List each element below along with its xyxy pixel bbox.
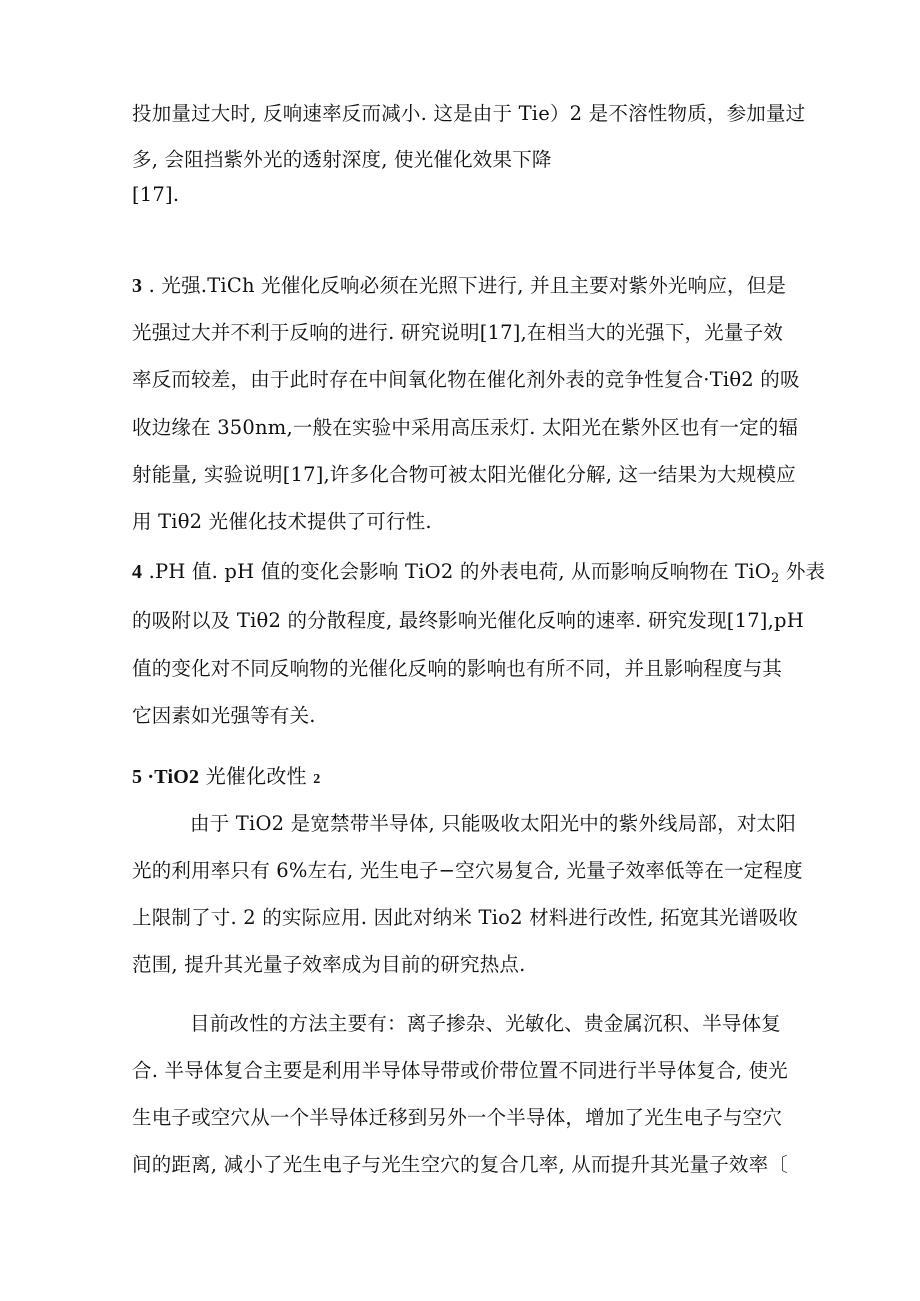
para6-line4: 间的距离, 减小了光生电子与光生空穴的复合几率, 从而提升其光量子效率〔 bbox=[132, 1153, 788, 1176]
item3-line3: 率反而较差，由于此时存在中间氧化物在催化剂外表的竞争性复合·Tiθ2 的吸 bbox=[132, 368, 800, 391]
para5-line2: 光的利用率只有 6%左右, 光生电子−空穴易复合, 光量子效率低等在一定程度 bbox=[132, 859, 803, 882]
heading5-label: 5 ·TiO2 bbox=[132, 766, 200, 788]
heading5-text: 光催化改性 bbox=[199, 764, 314, 788]
para5-line3: 上限制了寸. 2 的实际应用. 因此对纳米 Tio2 材料进行改性, 拓宽其光谱吸收 bbox=[132, 906, 798, 929]
section-heading-5 bbox=[132, 764, 321, 792]
item3-line6: 用 Tiθ2 光催化技术提供了可行性. bbox=[132, 510, 432, 533]
item4-line1-text-a: .PH 值. pH 值的变化会影响 TiO2 的外表电荷, 从而影响反响物在 TiO bbox=[142, 560, 771, 583]
para5-line4: 范围, 提升其光量子效率成为目前的研究热点. bbox=[132, 953, 526, 976]
para1-line2: 多, 会阻挡紫外光的透射深度, 使光催化效果下降 bbox=[132, 148, 552, 171]
item3-line5: 射能量, 实验说明[17],许多化合物可被太阳光催化分解, 这一结果为大规模应 bbox=[132, 463, 796, 486]
item3-line2: 光强过大并不利于反响的进行. 研究说明[17],在相当大的光强下，光量子效 bbox=[132, 321, 784, 344]
para5-line1: 由于 TiO2 是宽禁带半导体, 只能吸收太阳光中的紫外线局部，对太阳 bbox=[190, 812, 796, 835]
item4-line4: 它因素如光强等有关. bbox=[132, 704, 316, 727]
para1-line3: [17]. bbox=[132, 183, 180, 206]
item4-number: 4 bbox=[132, 561, 143, 583]
item3-line4: 收边缘在 350nm,一般在实验中采用高压汞灯. 太阳光在紫外区也有一定的辐 bbox=[132, 416, 799, 439]
item4-line1-subscript: 2 bbox=[770, 571, 780, 586]
item4-line1 bbox=[132, 560, 825, 591]
item3-number: 3 bbox=[132, 275, 143, 297]
heading5-suffix: 2 bbox=[313, 772, 321, 787]
para6-line1: 目前改性的方法主要有：离子掺杂、光敏化、贵金属沉积、半导体复 bbox=[190, 1012, 782, 1035]
item3-line1 bbox=[132, 274, 786, 298]
item4-line1-text-b: 外表 bbox=[779, 560, 826, 583]
item4-line3: 值的变化对不同反响物的光催化反响的影响也有所不同，并且影响程度与其 bbox=[132, 657, 783, 680]
item4-line2: 的吸附以及 Tiθ2 的分散程度, 最终影响光催化反响的速率. 研究发现[17],pH bbox=[132, 609, 804, 632]
item3-line1-text: . 光强.TiCh 光催化反响必须在光照下进行, 并且主要对紫外光响应，但是 bbox=[142, 274, 787, 297]
para6-line3: 生电子或空穴从一个半导体迁移到另外一个半导体，增加了光生电子与空穴 bbox=[132, 1106, 783, 1129]
para1-line1: 投加量过大时, 反响速率反而减小. 这是由于 Tie）2 是不溶性物质，参加量过 bbox=[132, 102, 806, 125]
para6-line2: 合. 半导体复合主要是利用半导体导带或价带位置不同进行半导体复合, 使光 bbox=[132, 1059, 788, 1082]
